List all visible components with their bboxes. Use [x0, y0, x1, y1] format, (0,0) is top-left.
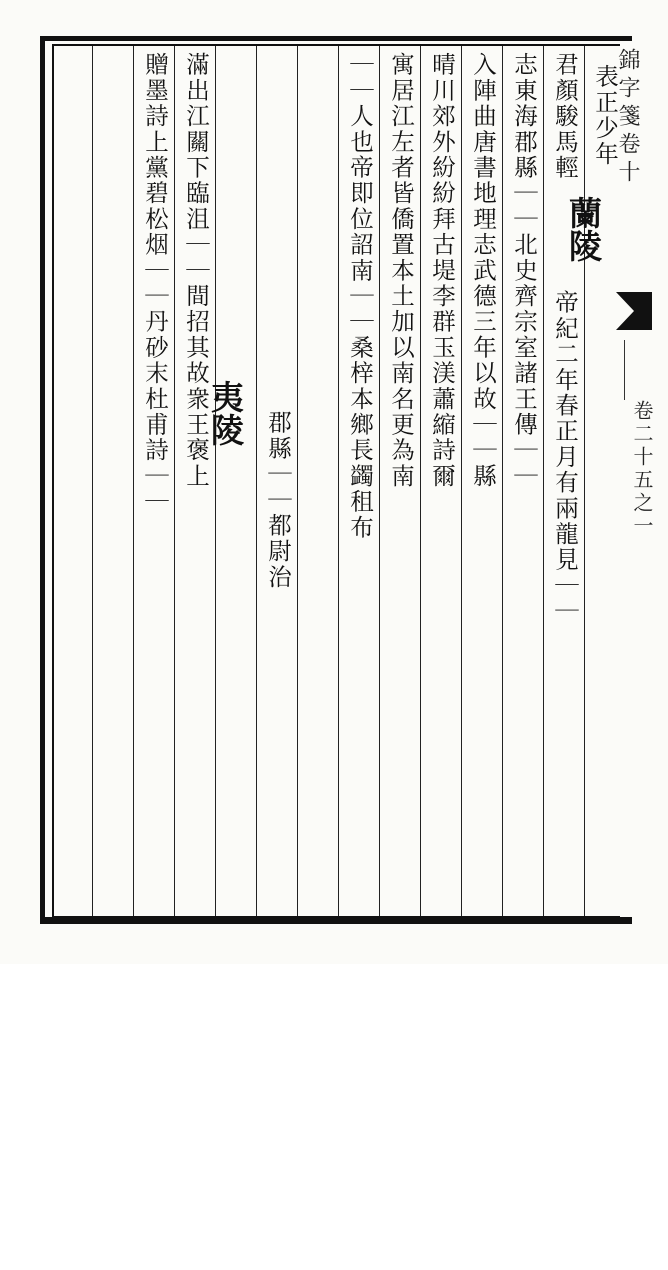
- column-text: 志東海郡縣｜｜北史齊宗室諸王傳｜｜: [510, 52, 538, 489]
- column-rule: [543, 46, 544, 916]
- column-text: 贈墨詩上黨碧松烟｜｜丹砂末杜甫詩｜｜: [141, 52, 169, 515]
- column-text: 滿出江關下臨沮｜｜間招其故衆王褒上: [182, 52, 210, 489]
- column-rule: [297, 46, 298, 916]
- text-column-9b: [218, 52, 256, 912]
- text-column-10: [177, 52, 215, 912]
- column-rule: [502, 46, 503, 916]
- column-rule: [133, 46, 134, 916]
- margin-title: 錦字箋卷十: [615, 48, 640, 188]
- entry-heading: 蘭陵: [564, 196, 603, 262]
- entry-heading: 夷陵: [206, 380, 245, 446]
- column-rule: [92, 46, 93, 916]
- margin-juan-number: 卷二十五之一: [630, 400, 654, 538]
- column-text: 寓居江左者皆僑置本土加以南名更為南: [387, 52, 415, 489]
- column-rule: [256, 46, 257, 916]
- column-rule: [379, 46, 380, 916]
- column-rule: [420, 46, 421, 916]
- text-column-9: [259, 410, 297, 1270]
- text-column-5: [464, 52, 502, 912]
- column-rule: [174, 46, 175, 916]
- column-rule: [338, 46, 339, 916]
- text-column-7: [382, 52, 420, 912]
- column-text: 君顏駿馬輕: [551, 52, 579, 181]
- column-text: 帝紀二年春正月有兩龍見｜｜: [551, 290, 579, 625]
- margin-line: [624, 340, 625, 400]
- column-text: ｜｜人也帝即位詔南｜｜桑梓本鄉長蠲租布: [346, 52, 374, 541]
- column-text: 表正少年: [591, 64, 619, 167]
- column-text: 郡縣｜｜都尉治: [264, 410, 292, 590]
- text-column-3: [546, 290, 584, 1150]
- text-column-8: [341, 52, 379, 912]
- text-column-4: [505, 52, 543, 912]
- text-column-11: [136, 52, 174, 912]
- column-text: 晴川郊外紛紛拜古堤李群玉渼蕭縮詩爾: [428, 52, 456, 489]
- column-rule: [461, 46, 462, 916]
- column-text: 入陣曲唐書地理志武德三年以故｜｜縣: [469, 52, 497, 489]
- text-column-6: [423, 52, 461, 912]
